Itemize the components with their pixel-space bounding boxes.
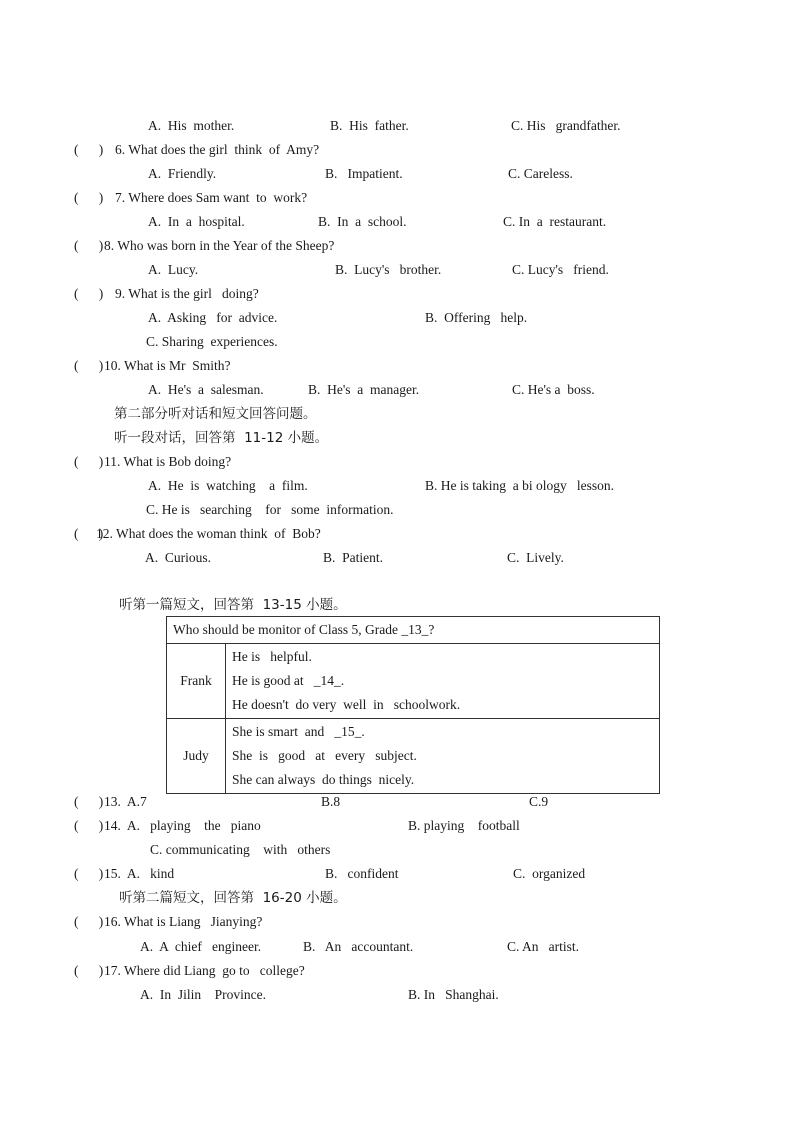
q16-answer-blank[interactable]: ( ) — [74, 914, 104, 929]
q15-option-b: B. confident — [325, 866, 399, 881]
q16-question: 16. What is Liang Jianying? — [104, 914, 263, 929]
q6-answer-blank[interactable]: ( ) — [74, 142, 104, 157]
q9-answer-blank[interactable]: ( ) — [74, 286, 104, 301]
q6-option-b: B. Impatient. — [325, 166, 403, 181]
q13-option-b: B.8 — [321, 794, 341, 809]
q6-option-c: C. Careless. — [508, 166, 573, 181]
candidate-description — [226, 719, 660, 794]
candidate-name: Frank — [167, 644, 226, 719]
q13-option-c: C.9 — [529, 794, 549, 809]
candidate-name: Judy — [167, 719, 226, 794]
q9-option-a: A. Asking for advice. — [148, 310, 278, 325]
q8-answer-blank[interactable]: ( ) — [74, 238, 104, 253]
monitor-info-table — [166, 616, 660, 794]
q14-option-c: C. communicating with others — [150, 842, 331, 857]
q12-question: 12. What does the woman think of Bob? — [96, 526, 321, 541]
q15-option-c: C. organized — [513, 866, 586, 881]
q12-option-b: B. Patient. — [323, 550, 383, 565]
q9-question: 9. What is the girl doing? — [115, 286, 259, 301]
q13-answer-blank[interactable]: ( ) — [74, 794, 104, 809]
description-line: He is good at _14_. — [232, 673, 345, 688]
q16-option-b: B. An accountant. — [303, 939, 414, 954]
q14-question: 14. A. playing the piano — [104, 818, 261, 833]
q15-question: 15. A. kind — [104, 866, 175, 881]
passage2-instruction: 听第二篇短文，回答第 16-20 小题。 — [119, 890, 347, 906]
q10-option-b: B. He's a manager. — [308, 382, 420, 397]
q8-option-c: C. Lucy's friend. — [512, 262, 609, 277]
dialogue-instruction: 听一段对话，回答第 11-12 小题。 — [114, 430, 329, 446]
q11-option-a: A. He is watching a film. — [148, 478, 308, 493]
q5-option-b: B. His father. — [330, 118, 409, 133]
description-line: She can always do things nicely. — [232, 772, 415, 787]
q17-option-b: B. In Shanghai. — [408, 987, 499, 1002]
q5-option-c: C. His grandfather. — [511, 118, 621, 133]
table-row — [167, 644, 660, 719]
q9-option-b: B. Offering help. — [425, 310, 528, 325]
q6-option-a: A. Friendly. — [148, 166, 217, 181]
q9-option-c: C. Sharing experiences. — [146, 334, 278, 349]
q16-option-a: A. A chief engineer. — [140, 939, 262, 954]
table-row — [167, 719, 660, 794]
description-line: She is good at every subject. — [232, 748, 417, 763]
passage1-instruction: 听第一篇短文，回答第 13-15 小题。 — [119, 597, 347, 613]
q11-answer-blank[interactable]: ( ) — [74, 454, 104, 469]
q8-question: 8. Who was born in the Year of the Sheep? — [104, 238, 335, 253]
q5-option-a: A. His mother. — [148, 118, 235, 133]
q10-option-c: C. He's a boss. — [512, 382, 595, 397]
table-header: Who should be monitor of Class 5, Grade _13_? — [167, 617, 660, 644]
q12-option-c: C. Lively. — [507, 550, 564, 565]
table-header-row — [167, 617, 660, 644]
q11-question: 11. What is Bob doing? — [104, 454, 232, 469]
description-line: He is helpful. — [232, 649, 312, 664]
description-line: She is smart and _15_. — [232, 724, 365, 739]
q14-option-b: B. playing football — [408, 818, 520, 833]
q15-answer-blank[interactable]: ( ) — [74, 866, 104, 881]
q12-answer-blank[interactable]: ( ) — [74, 526, 104, 541]
q17-option-a: A. In Jilin Province. — [140, 987, 266, 1002]
q8-option-b: B. Lucy's brother. — [335, 262, 442, 277]
description-line: He doesn't do very well in schoolwork. — [232, 697, 461, 712]
q7-question: 7. Where does Sam want to work? — [115, 190, 308, 205]
q8-option-a: A. Lucy. — [148, 262, 199, 277]
q10-answer-blank[interactable]: ( ) — [74, 358, 104, 373]
q14-answer-blank[interactable]: ( ) — [74, 818, 104, 833]
q17-answer-blank[interactable]: ( ) — [74, 963, 104, 978]
q7-answer-blank[interactable]: ( ) — [74, 190, 104, 205]
q12-option-a: A. Curious. — [145, 550, 212, 565]
q10-question: 10. What is Mr Smith? — [104, 358, 231, 373]
candidate-description — [226, 644, 660, 719]
q13-question: 13. A.7 — [104, 794, 147, 809]
q17-question: 17. Where did Liang go to college? — [104, 963, 305, 978]
q7-option-a: A. In a hospital. — [148, 214, 245, 229]
q11-option-b: B. He is taking a bi ology lesson. — [425, 478, 614, 493]
q6-question: 6. What does the girl think of Amy? — [115, 142, 320, 157]
q7-option-c: C. In a restaurant. — [503, 214, 607, 229]
part2-heading: 第二部分听对话和短文回答问题。 — [114, 406, 317, 422]
q11-option-c: C. He is searching for some information. — [146, 502, 394, 517]
q7-option-b: B. In a school. — [318, 214, 407, 229]
q10-option-a: A. He's a salesman. — [148, 382, 264, 397]
q16-option-c: C. An artist. — [507, 939, 580, 954]
